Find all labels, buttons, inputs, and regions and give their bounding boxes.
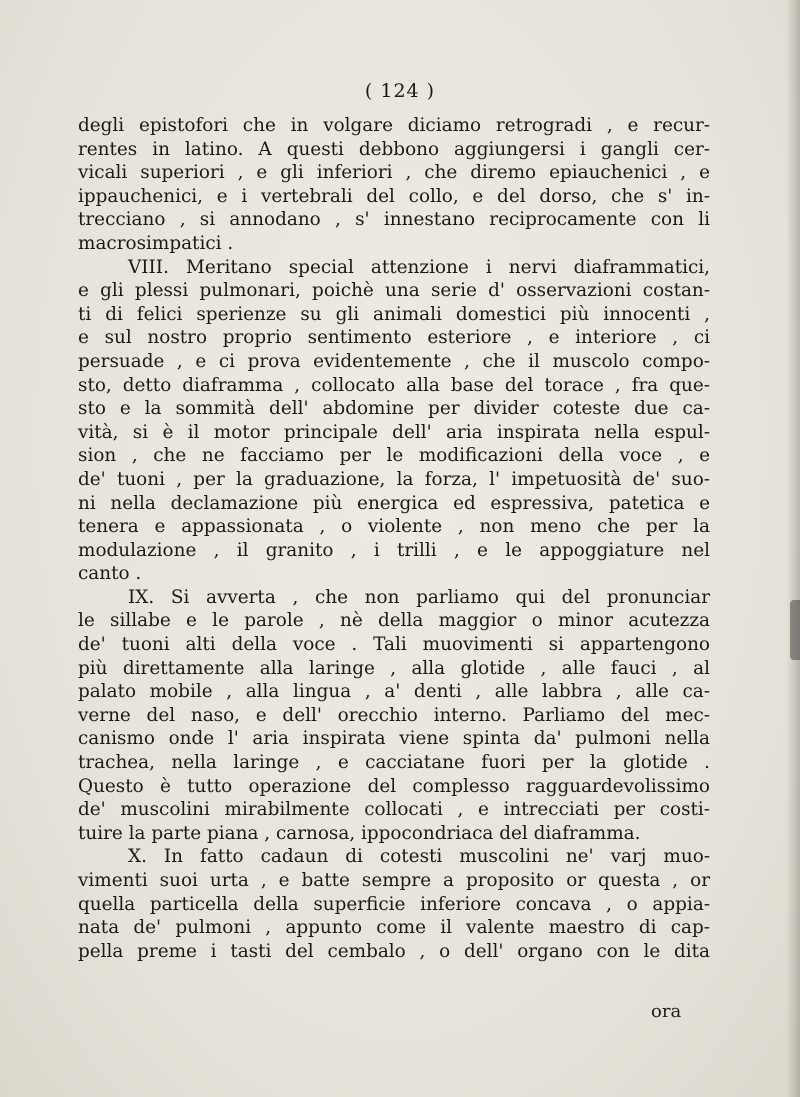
text-line: ti di felici sperienze su gli animali domestici più innocenti , (78, 303, 710, 325)
text-line: canismo onde l' aria inspirata viene spinta da' pulmoni nella (78, 728, 710, 750)
body-text (78, 114, 710, 963)
text-line: trachea, nella laringe , e cacciatane fuori per la glotide . (78, 752, 710, 774)
text-line: verne del naso, e dell' orecchio interno. Parliamo del mec- (78, 704, 710, 726)
catchword: ora (651, 1001, 682, 1022)
text-line: tuire la parte piana , carnosa, ippocondriaca del diaframma. (78, 822, 641, 844)
text-line: de' tuoni , per la graduazione, la forza, l' impetuosità de' suo- (78, 468, 710, 490)
text-line: sto, detto diaframma , collocato alla base del torace , fra que- (78, 374, 710, 396)
text-line: persuade , e ci prova evidentemente , che il muscolo compo- (78, 350, 710, 372)
text-line: vimenti suoi urta , e batte sempre a proposito or questa , or (78, 870, 710, 891)
text-line: quella particella della superficie inferiore concava , o appia- (78, 893, 710, 915)
text-line: canto . (78, 563, 142, 585)
text-line: sto e la sommità dell' abdomine per divider coteste due ca- (78, 398, 710, 420)
page-smudge (790, 600, 800, 660)
section-heading-line: VIII. Meritano special attenzione i nervi diaframmatici, (128, 256, 710, 278)
text-line: de' tuoni alti della voce . Tali muovimenti si appartengono (78, 634, 710, 656)
text-line: le sillabe e le parole , nè della maggior o minor acutezza (78, 610, 710, 632)
text-line: degli epistofori che in volgare diciamo retrogradi , e recur- (78, 115, 710, 136)
page-edge-shadow (786, 0, 800, 1097)
text-line: ippauchenici, e i vertebrali del collo, e del dorso, che s' in- (78, 185, 710, 207)
text-line: e sul nostro proprio sentimento esteriore , e interiore , ci (78, 327, 710, 349)
text-line: macrosimpatici . (78, 232, 234, 254)
text-line: rentes in latino. A questi debbono aggiungersi i gangli cer- (78, 138, 710, 160)
text-line: sion , che ne facciamo per le modificazioni della voce , e (78, 445, 710, 467)
text-line: palato mobile , alla lingua , a' denti , alle labbra , alle ca- (78, 681, 710, 703)
text-line: pella preme i tasti del cembalo , o dell' organo con le dita (78, 940, 710, 962)
text-line: nata de' pulmoni , appunto come il valente maestro di cap- (78, 917, 710, 939)
text-line: e gli plessi pulmonari, poichè una serie d' osservazioni costan- (78, 280, 710, 302)
text-line: trecciano , si annodano , s' innestano reciprocamente con li (78, 209, 710, 231)
text-line: vicali superiori , e gli inferiori , che diremo epiauchenici , e (78, 162, 710, 184)
text-line: Questo è tutto operazione del complesso ragguardevolissimo (78, 775, 710, 797)
text-line: ni nella declamazione più energica ed espressiva, patetica e (78, 492, 710, 514)
section-heading-line: X. In fatto cadaun di cotesti muscolini ne' varj muo- (128, 846, 710, 868)
text-line: de' muscolini mirabilmente collocati , e intrecciati per costi- (78, 799, 710, 821)
text-line: tenera e appassionata , o violente , non meno che per la (78, 516, 710, 538)
section-heading-line: IX. Si avverta , che non parliamo qui del pronunciar (128, 586, 710, 608)
text-line: vità, si è il motor principale dell' aria inspirata nella espul- (78, 421, 710, 443)
text-line: più direttamente alla laringe , alla glotide , alle fauci , al (78, 657, 710, 679)
text-line: modulazione , il granito , i trilli , e le appoggiature nel (78, 539, 710, 561)
page-number: ( 124 ) (364, 80, 436, 102)
